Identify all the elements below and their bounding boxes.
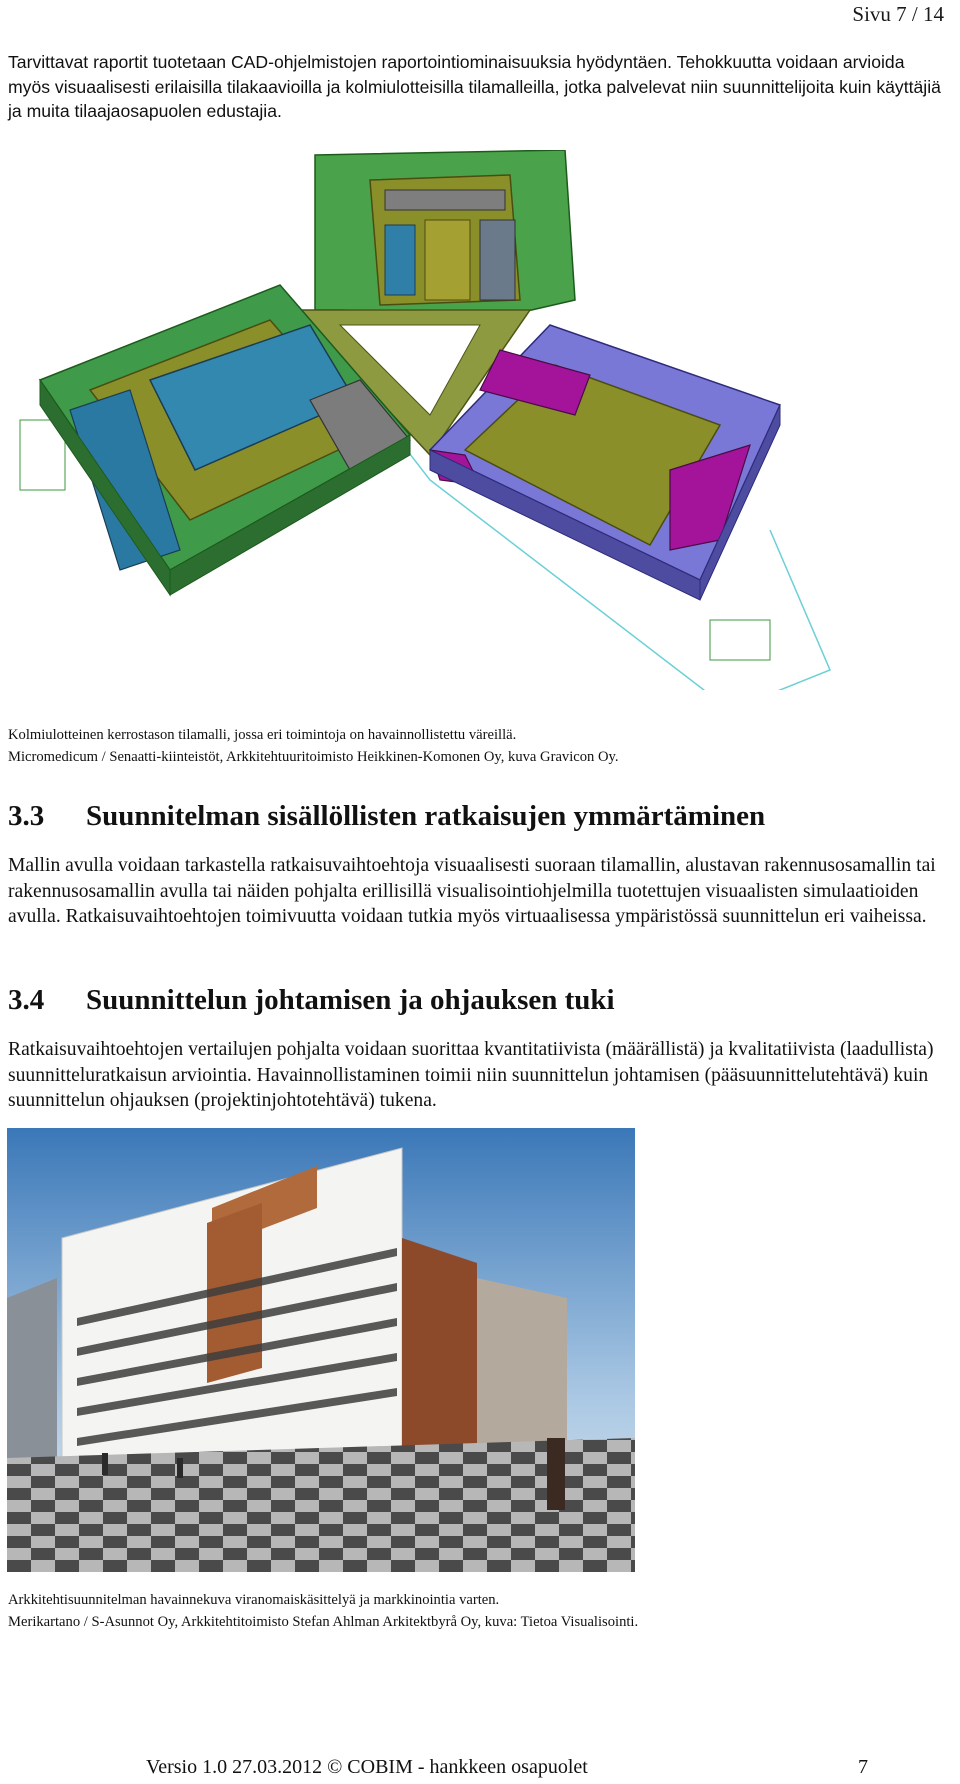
- figure2-caption-line2: Merikartano / S-Asunnot Oy, Arkkitehtitoimisto Stefan Ahlman Arkitektbyrå Oy, kuva: Tietoa Visualisointi.: [8, 1613, 639, 1630]
- figure1-caption-line1: Kolmiulotteinen kerrostason tilamalli, jossa eri toimintoja on havainnollistettu väreillä.: [8, 727, 517, 743]
- space-model-figure: [10, 150, 870, 690]
- section-3-3-number: 3.3: [8, 800, 45, 832]
- space-model-illustration: [10, 150, 870, 690]
- section-3-4-number: 3.4: [8, 984, 45, 1016]
- architectural-rendering: [7, 1128, 635, 1572]
- section-3-4-body: Ratkaisuvaihtoehtojen vertailujen pohjalta voidaan suorittaa kvantitatiivista (määrällistä) ja kvalitatiivista (laadullista) suunnitteluratkaisun arviointia. Havainnollistaminen toimii niin suunnittelun johtamisen (pääsuunnittelutehtävä) kuin suunnittelun ohjauksen (projektinjohtotehtävä) tukena.: [8, 1039, 934, 1111]
- intro-paragraph: Tarvittavat raportit tuotetaan CAD-ohjelmistojen raportointiominaisuuksia hyödyntäen. Tehokkuutta voidaan arvioida myös visuaalisesti erilaisilla tilakaavioilla ja kolmiulotteisilla tilamalleilla, jotka palvelevat niin suunnittelijoita kuin käyttäjiä ja muita tilaajaosapuolen edustajia.: [8, 52, 941, 121]
- page-footer: [0, 1748, 960, 1782]
- section-3-4-title: Suunnittelun johtamisen ja ohjauksen tuki: [86, 984, 615, 1016]
- figure2-caption-line1: Arkkitehtisuunnitelman havainnekuva viranomaiskäsittelyä ja markkinointia varten.: [8, 1592, 500, 1608]
- section-3-3-heading: [8, 800, 765, 833]
- figure1-caption-line2: Micromedicum / Senaatti-kiinteistöt, Arkkitehtuuritoimisto Heikkinen-Komonen Oy, kuva Gravicon Oy.: [8, 748, 619, 765]
- section-3-3-body: Mallin avulla voidaan tarkastella ratkaisuvaihtoehtoja visuaalisesti suoraan tilamallin, alustavan rakennusosamallin tai rakennusosamallin avulla tai näiden pohjalta erillisillä visualisointiohjelmilla tuotettujen visuaalisten simulaatioiden avulla. Ratkaisuvaihtoehtojen toimivuutta voidaan tutkia myös virtuaalisessa ympäristössä suunnittelun eri vaiheissa.: [8, 855, 936, 927]
- section-3-3-title: Suunnitelman sisällöllisten ratkaisujen ymmärtäminen: [86, 800, 766, 832]
- footer-page-number: 7: [858, 1756, 868, 1778]
- section-3-4-heading: [8, 984, 615, 1017]
- page-indicator: Sivu 7 / 14: [852, 2, 944, 26]
- figure2-caption: [8, 1590, 638, 1633]
- figure1-caption: [8, 725, 619, 768]
- footer-version: Versio 1.0 27.03.2012 © COBIM - hankkeen osapuolet: [146, 1756, 588, 1778]
- building-rendering-illustration: [7, 1128, 635, 1572]
